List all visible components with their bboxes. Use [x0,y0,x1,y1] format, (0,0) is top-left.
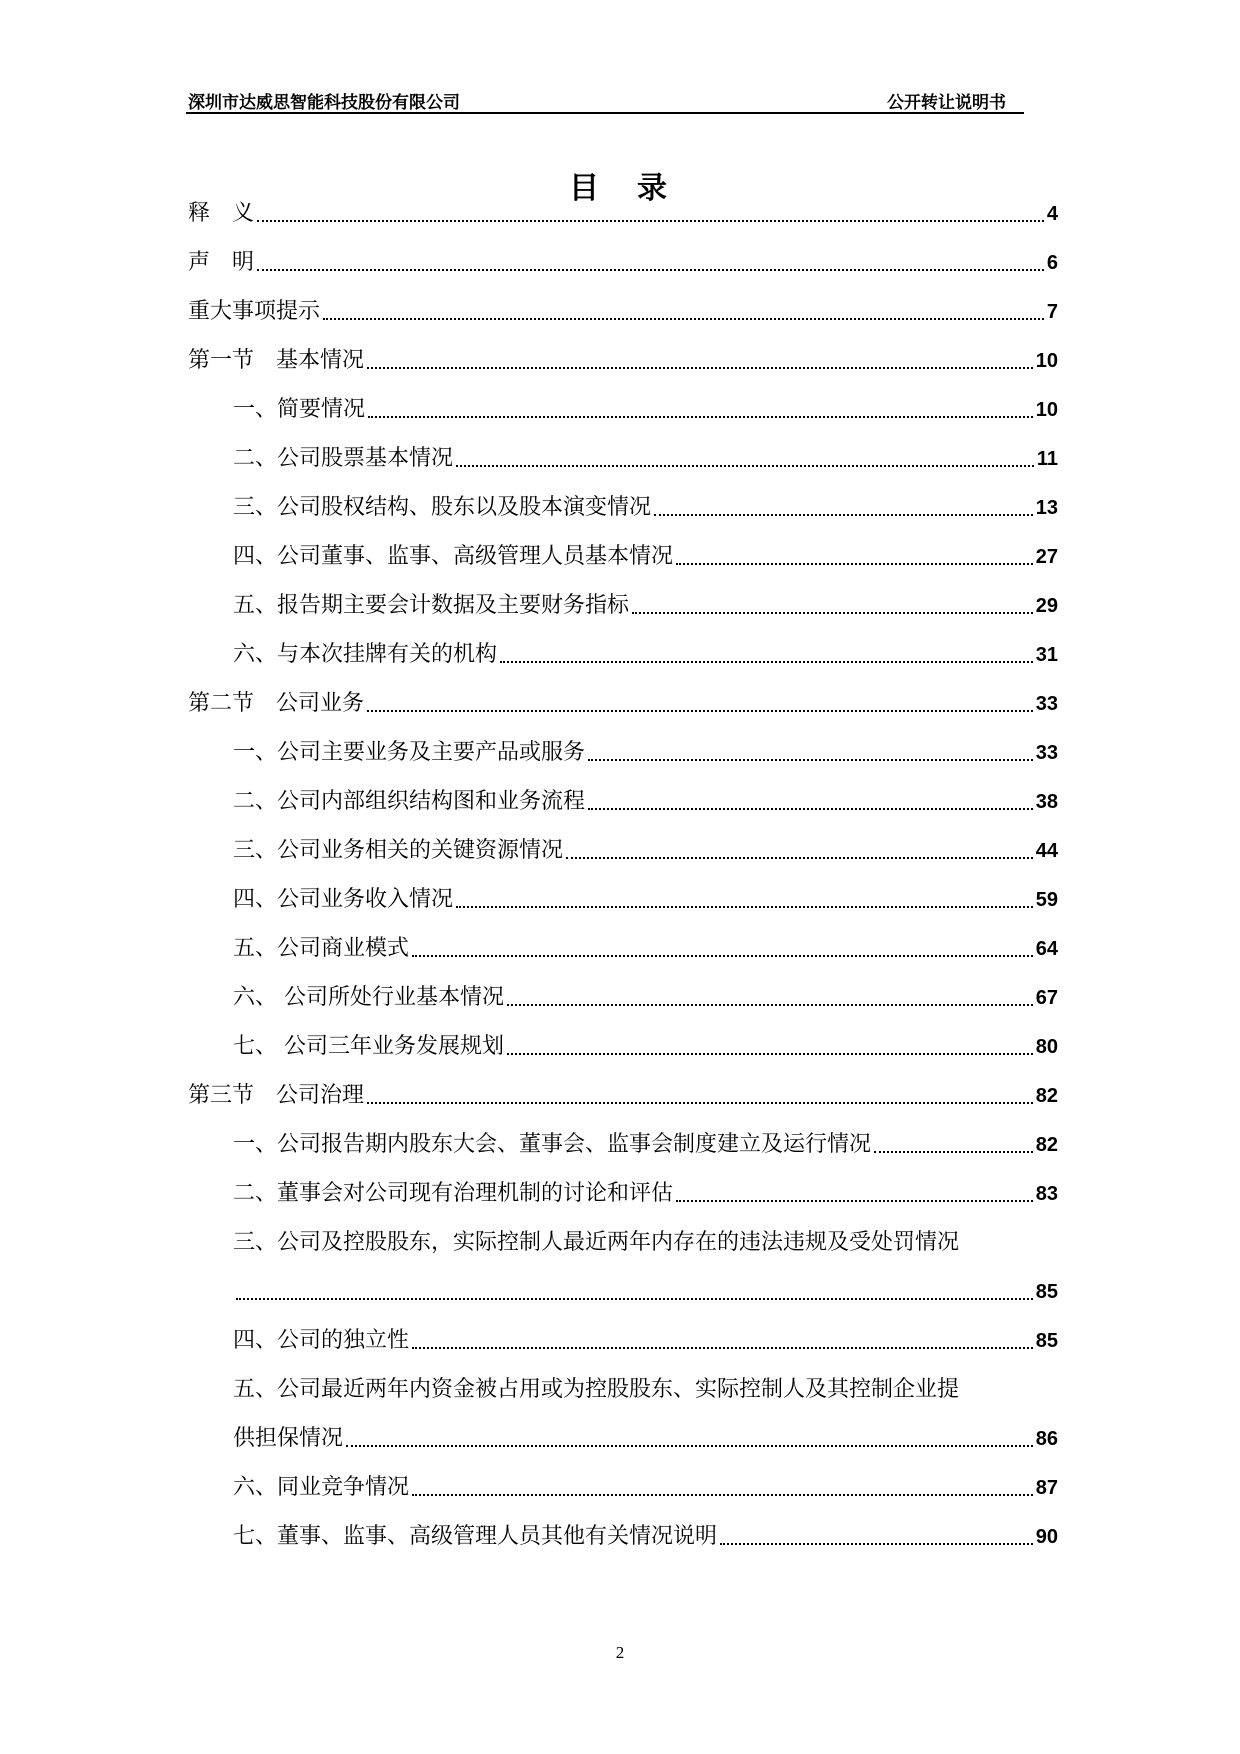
toc-entry-label: 五、公司最近两年内资金被占用或为控股股东、实际控制人及其控制企业提 [233,1377,960,1402]
toc-entry-page: 33 [1035,693,1058,715]
page-number: 2 [615,1643,625,1662]
toc-entry-page: 7 [1046,301,1058,323]
toc-entry-label: 第一节 基本情况 [188,348,365,373]
toc-entry-label: 二、公司股票基本情况 [233,446,454,471]
toc-entry-page: 33 [1035,742,1058,764]
toc-leader-dots [323,318,1044,320]
toc-leader-dots [588,808,1033,810]
toc-entry[interactable] [233,1520,1058,1554]
toc-entry[interactable] [233,1177,1058,1211]
toc-entry-page: 10 [1035,399,1058,421]
toc-entry-label: 释 义 [188,201,255,226]
toc-entry-page: 83 [1035,1183,1058,1205]
toc-entry-page: 29 [1035,595,1058,617]
toc-entry[interactable] [233,932,1058,966]
toc-entry[interactable] [188,246,1058,280]
toc-entry-label: 一、公司主要业务及主要产品或服务 [233,740,586,765]
toc-entry-label: 三、公司股权结构、股东以及股本演变情况 [233,495,652,520]
toc-entry[interactable] [233,589,1058,623]
toc-entry-wrapped[interactable] [233,1226,1058,1260]
toc-leader-dots [874,1151,1033,1153]
toc-leader-dots [588,759,1033,761]
toc-leader-dots [507,1053,1033,1055]
toc-entry-label: 六、 公司所处行业基本情况 [233,985,504,1010]
toc-leader-dots [566,857,1033,859]
toc-entry-label: 三、公司及控股股东，实际控制人最近两年内存在的违法违规及受处罚情况 [233,1230,960,1255]
toc-entry[interactable] [233,442,1058,476]
toc-entry-label: 四、公司业务收入情况 [233,887,454,912]
toc-entry-page: 82 [1035,1134,1058,1156]
toc-leader-dots [257,269,1044,271]
toc-entry[interactable] [188,344,1058,378]
toc-entry-label: 七、董事、监事、高级管理人员其他有关情况说明 [233,1524,718,1549]
toc-entry-label: 声 明 [188,250,255,275]
toc-entry[interactable] [233,883,1058,917]
toc-entry-label: 五、公司商业模式 [233,936,410,961]
toc-entry-label: 四、公司董事、监事、高级管理人员基本情况 [233,544,674,569]
toc-entry-page: 31 [1035,644,1058,666]
toc-entry[interactable] [233,638,1058,672]
toc-entry-label: 第二节 公司业务 [188,691,365,716]
toc-leader-dots [456,906,1033,908]
toc-leader-dots [676,1200,1033,1202]
running-header [186,88,1024,114]
toc-entry-page: 27 [1035,546,1058,568]
toc-entry-page: 11 [1036,448,1058,470]
toc-entry-label: 六、与本次挂牌有关的机构 [233,642,498,667]
toc-entry-label: 七、 公司三年业务发展规划 [233,1034,504,1059]
toc-entry-label: 一、公司报告期内股东大会、董事会、监事会制度建立及运行情况 [233,1132,872,1157]
toc-entry[interactable] [233,736,1058,770]
toc-entry-page: 90 [1035,1526,1058,1548]
toc-entry-label: 三、公司业务相关的关键资源情况 [233,838,564,863]
toc-entry[interactable] [233,834,1058,868]
toc-leader-dots [367,1102,1033,1104]
toc-entry-page: 67 [1035,987,1058,1009]
toc-entry[interactable] [233,491,1058,525]
toc-entry-page: 13 [1035,497,1058,519]
toc-entry[interactable] [233,540,1058,574]
toc-entry-page: 80 [1035,1036,1058,1058]
toc-entry[interactable] [233,393,1058,427]
toc-leader-dots [257,220,1044,222]
toc-leader-dots [412,955,1033,957]
toc-entry-page: 44 [1035,840,1058,862]
toc-entry-page: 86 [1035,1428,1058,1450]
toc-entry[interactable] [188,295,1058,329]
toc-leader-dots [412,1494,1033,1496]
toc-entry-label: 六、同业竞争情况 [233,1475,410,1500]
toc-leader-dots [367,367,1033,369]
toc-leader-dots [412,1347,1033,1349]
toc-entry-label: 供担保情况 [233,1426,344,1451]
header-document-type: 公开转让说明书 [887,93,1006,113]
toc-entry[interactable] [188,197,1058,231]
toc-leader-dots [720,1543,1033,1545]
toc-entry-wrapped[interactable] [233,1373,1058,1407]
toc-entry-label: 四、公司的独立性 [233,1328,410,1353]
toc-entry-label: 第三节 公司治理 [188,1083,365,1108]
toc-entry-label: 二、董事会对公司现有治理机制的讨论和评估 [233,1181,674,1206]
toc-entry[interactable] [233,1030,1058,1064]
toc-entry[interactable] [233,981,1058,1015]
toc-leader-dots [632,612,1033,614]
toc-entry-page: 59 [1035,889,1058,911]
toc-leader-dots [676,563,1033,565]
toc-entry-page: 38 [1035,791,1058,813]
toc-entry-page: 4 [1046,203,1058,225]
toc-entry[interactable] [233,1128,1058,1162]
toc-entry-label: 重大事项提示 [188,299,321,324]
toc-leader-dots [500,661,1033,663]
toc-entry-label: 一、简要情况 [233,397,366,422]
header-company-name: 深圳市达威思智能科技股份有限公司 [188,93,460,113]
toc-entry-page: 6 [1046,252,1058,274]
toc-leader-dots [367,710,1033,712]
toc-entry[interactable] [233,1324,1058,1358]
toc-entry-label: 二、公司内部组织结构图和业务流程 [233,789,586,814]
toc-entry-continuation[interactable] [233,1275,1058,1309]
toc-entry[interactable] [188,687,1058,721]
toc-leader-dots [368,416,1033,418]
toc-entry-page: 85 [1035,1281,1058,1303]
toc-entry-page: 64 [1035,938,1058,960]
toc-leader-dots [456,465,1034,467]
toc-entry[interactable] [233,1471,1058,1505]
toc-entry-page: 87 [1035,1477,1058,1499]
toc-entry-continuation[interactable] [233,1422,1058,1456]
toc-entry[interactable] [188,1079,1058,1113]
toc-entry-page: 10 [1035,350,1058,372]
toc-leader-dots [236,1298,1033,1300]
toc-leader-dots [654,514,1033,516]
toc-entry-page: 82 [1035,1085,1058,1107]
toc-leader-dots [346,1445,1033,1447]
toc-entry[interactable] [233,785,1058,819]
toc-entry-label: 五、报告期主要会计数据及主要财务指标 [233,593,630,618]
toc-leader-dots [507,1004,1033,1006]
page-title: 目 录 [569,171,671,206]
toc-entry-page: 85 [1035,1330,1058,1352]
